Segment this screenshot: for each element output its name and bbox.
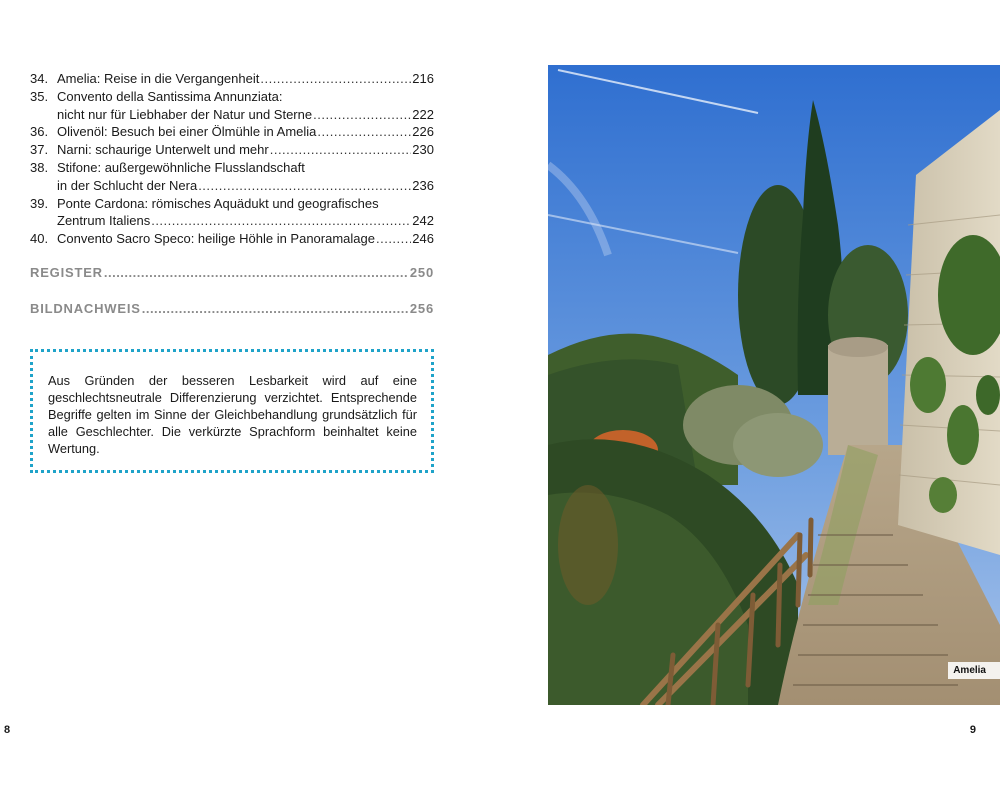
section-page: 256 bbox=[409, 301, 434, 316]
toc-entry-36 bbox=[30, 123, 434, 141]
toc-entry-38 bbox=[30, 159, 434, 195]
toc-number: 38. bbox=[30, 159, 49, 175]
toc-number: 39. bbox=[30, 195, 49, 211]
photo-caption: Amelia bbox=[948, 662, 1000, 679]
toc-list bbox=[30, 70, 434, 248]
toc-page: 230 bbox=[412, 142, 434, 158]
toc-title-continued: in der Schlucht der Nera bbox=[57, 177, 198, 193]
toc-number: 40. bbox=[30, 231, 49, 247]
toc-title: Convento della Santissima Annunziata: bbox=[57, 88, 283, 104]
section-page: 250 bbox=[409, 265, 434, 280]
toc-page: 216 bbox=[412, 71, 434, 86]
toc-entry-39 bbox=[30, 195, 434, 231]
toc-page: 242 bbox=[412, 213, 434, 229]
section-label: BILDNACHWEIS bbox=[30, 301, 141, 316]
toc-title: Olivenöl: Besuch bei einer Ölmühle in Amelia bbox=[57, 124, 317, 140]
toc-number: 36. bbox=[30, 124, 49, 140]
toc-title: Narni: schaurige Unterwelt und mehr bbox=[57, 142, 269, 158]
toc-title: Amelia: Reise in die Vergangenheit bbox=[57, 71, 260, 86]
toc-title-continued: nicht nur für Liebhaber der Natur und Sterne bbox=[57, 106, 313, 122]
toc-number: 35. bbox=[30, 88, 49, 104]
toc-section-bildnachweis bbox=[30, 301, 434, 316]
toc-entry-35 bbox=[30, 88, 434, 124]
toc-title-continued: Zentrum Italiens bbox=[57, 213, 151, 229]
toc-page: 222 bbox=[412, 106, 434, 122]
page-number-left: 8 bbox=[4, 724, 11, 736]
toc-number: 34. bbox=[30, 71, 49, 86]
amelia-photo bbox=[548, 65, 1000, 705]
toc-page: 236 bbox=[412, 177, 434, 193]
toc-page: 246 bbox=[412, 231, 434, 247]
toc-title: Ponte Cardona: römisches Aquädukt und geografisches bbox=[57, 195, 379, 211]
toc-title: Convento Sacro Speco: heilige Höhle in Panoramalage bbox=[57, 231, 375, 247]
toc-title: Stifone: außergewöhnliche Flusslandschaft bbox=[57, 159, 305, 175]
gender-notice-box: Aus Gründen der besseren Lesbarkeit wird auf eine geschlechtsneutrale Differenzierung verzichtet. Entsprechende Begriffe gelten im Sinne der Gleichbehandlung grundsätzlich für alle Geschlechter. Die verkürzte Sprachform beinhaltet keine Wertung. bbox=[30, 349, 434, 473]
section-label: REGISTER bbox=[30, 265, 103, 280]
toc-page: 226 bbox=[412, 124, 434, 140]
toc-number: 37. bbox=[30, 142, 49, 158]
toc-section-register bbox=[30, 265, 434, 280]
toc-entry-37 bbox=[30, 141, 434, 159]
toc-entry-40 bbox=[30, 230, 434, 248]
toc-entry-34 bbox=[30, 70, 434, 88]
page-number-right: 9 bbox=[969, 724, 976, 736]
